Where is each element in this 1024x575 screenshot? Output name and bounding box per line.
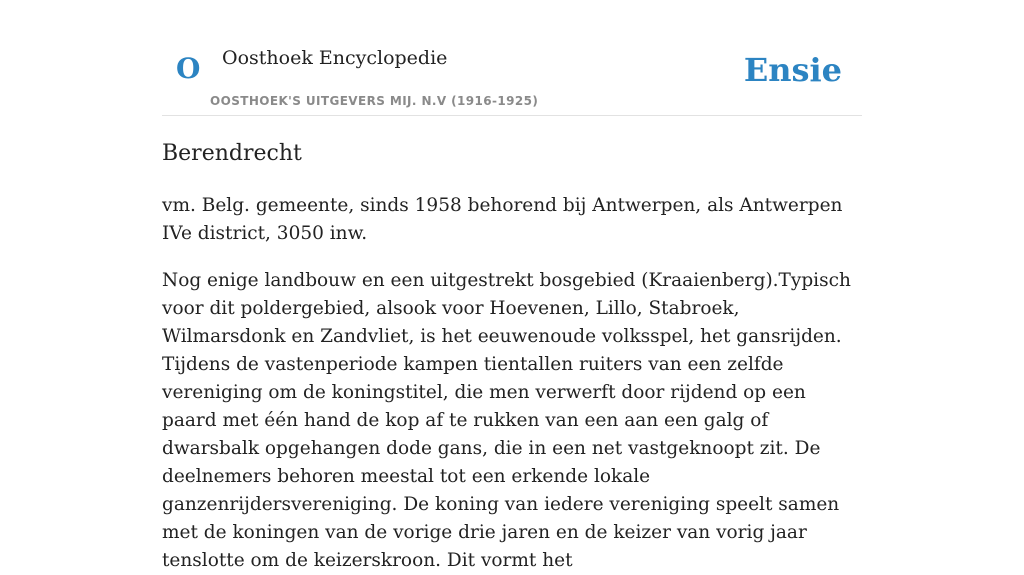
article-container (162, 0, 862, 571)
entry-paragraph: Nog enige landbouw en een uitgestrekt bosgebied (Kraaienberg).Typisch voor dit poldergebied, alsook voor Hoevenen, Lillo, Stabroek, Wilmarsdonk en Zandvliet, is het eeuwenoude volksspel, het gansrijden. Tijdens de vastenperiode kampen tientallen ruiters van een zelfde vereniging om de koningstitel, die men verwerft door rijdend op een paard met één hand de kop af te rukken van een aan een galg of dwarsbalk opgehangen dode gans, die in een net vastgeknoopt zit. De deelnemers behoren meestal tot een erkende lokale ganzenrijdersvereniging. De koning van iedere vereniging speelt samen met de koningen van de vorige drie jaren en de keizer van vorig jaar tenslotte om de keizerskroon. Dit vormt het (162, 270, 851, 571)
source-title-link[interactable]: Oosthoek Encyclopedie (222, 47, 448, 69)
source-header (162, 0, 862, 116)
entry-paragraph: vm. Belg. gemeente, sinds 1958 behorend bij Antwerpen, als Antwerpen IVe district, 3050 inw. (162, 195, 843, 244)
entry-title: Berendrecht (162, 141, 302, 166)
brand-logo[interactable]: Ensie (743, 51, 842, 89)
source-letter-logo: O (176, 52, 201, 85)
source-publisher: OOSTHOEK'S UITGEVERS MIJ. N.V (1916-1925) (210, 94, 539, 108)
